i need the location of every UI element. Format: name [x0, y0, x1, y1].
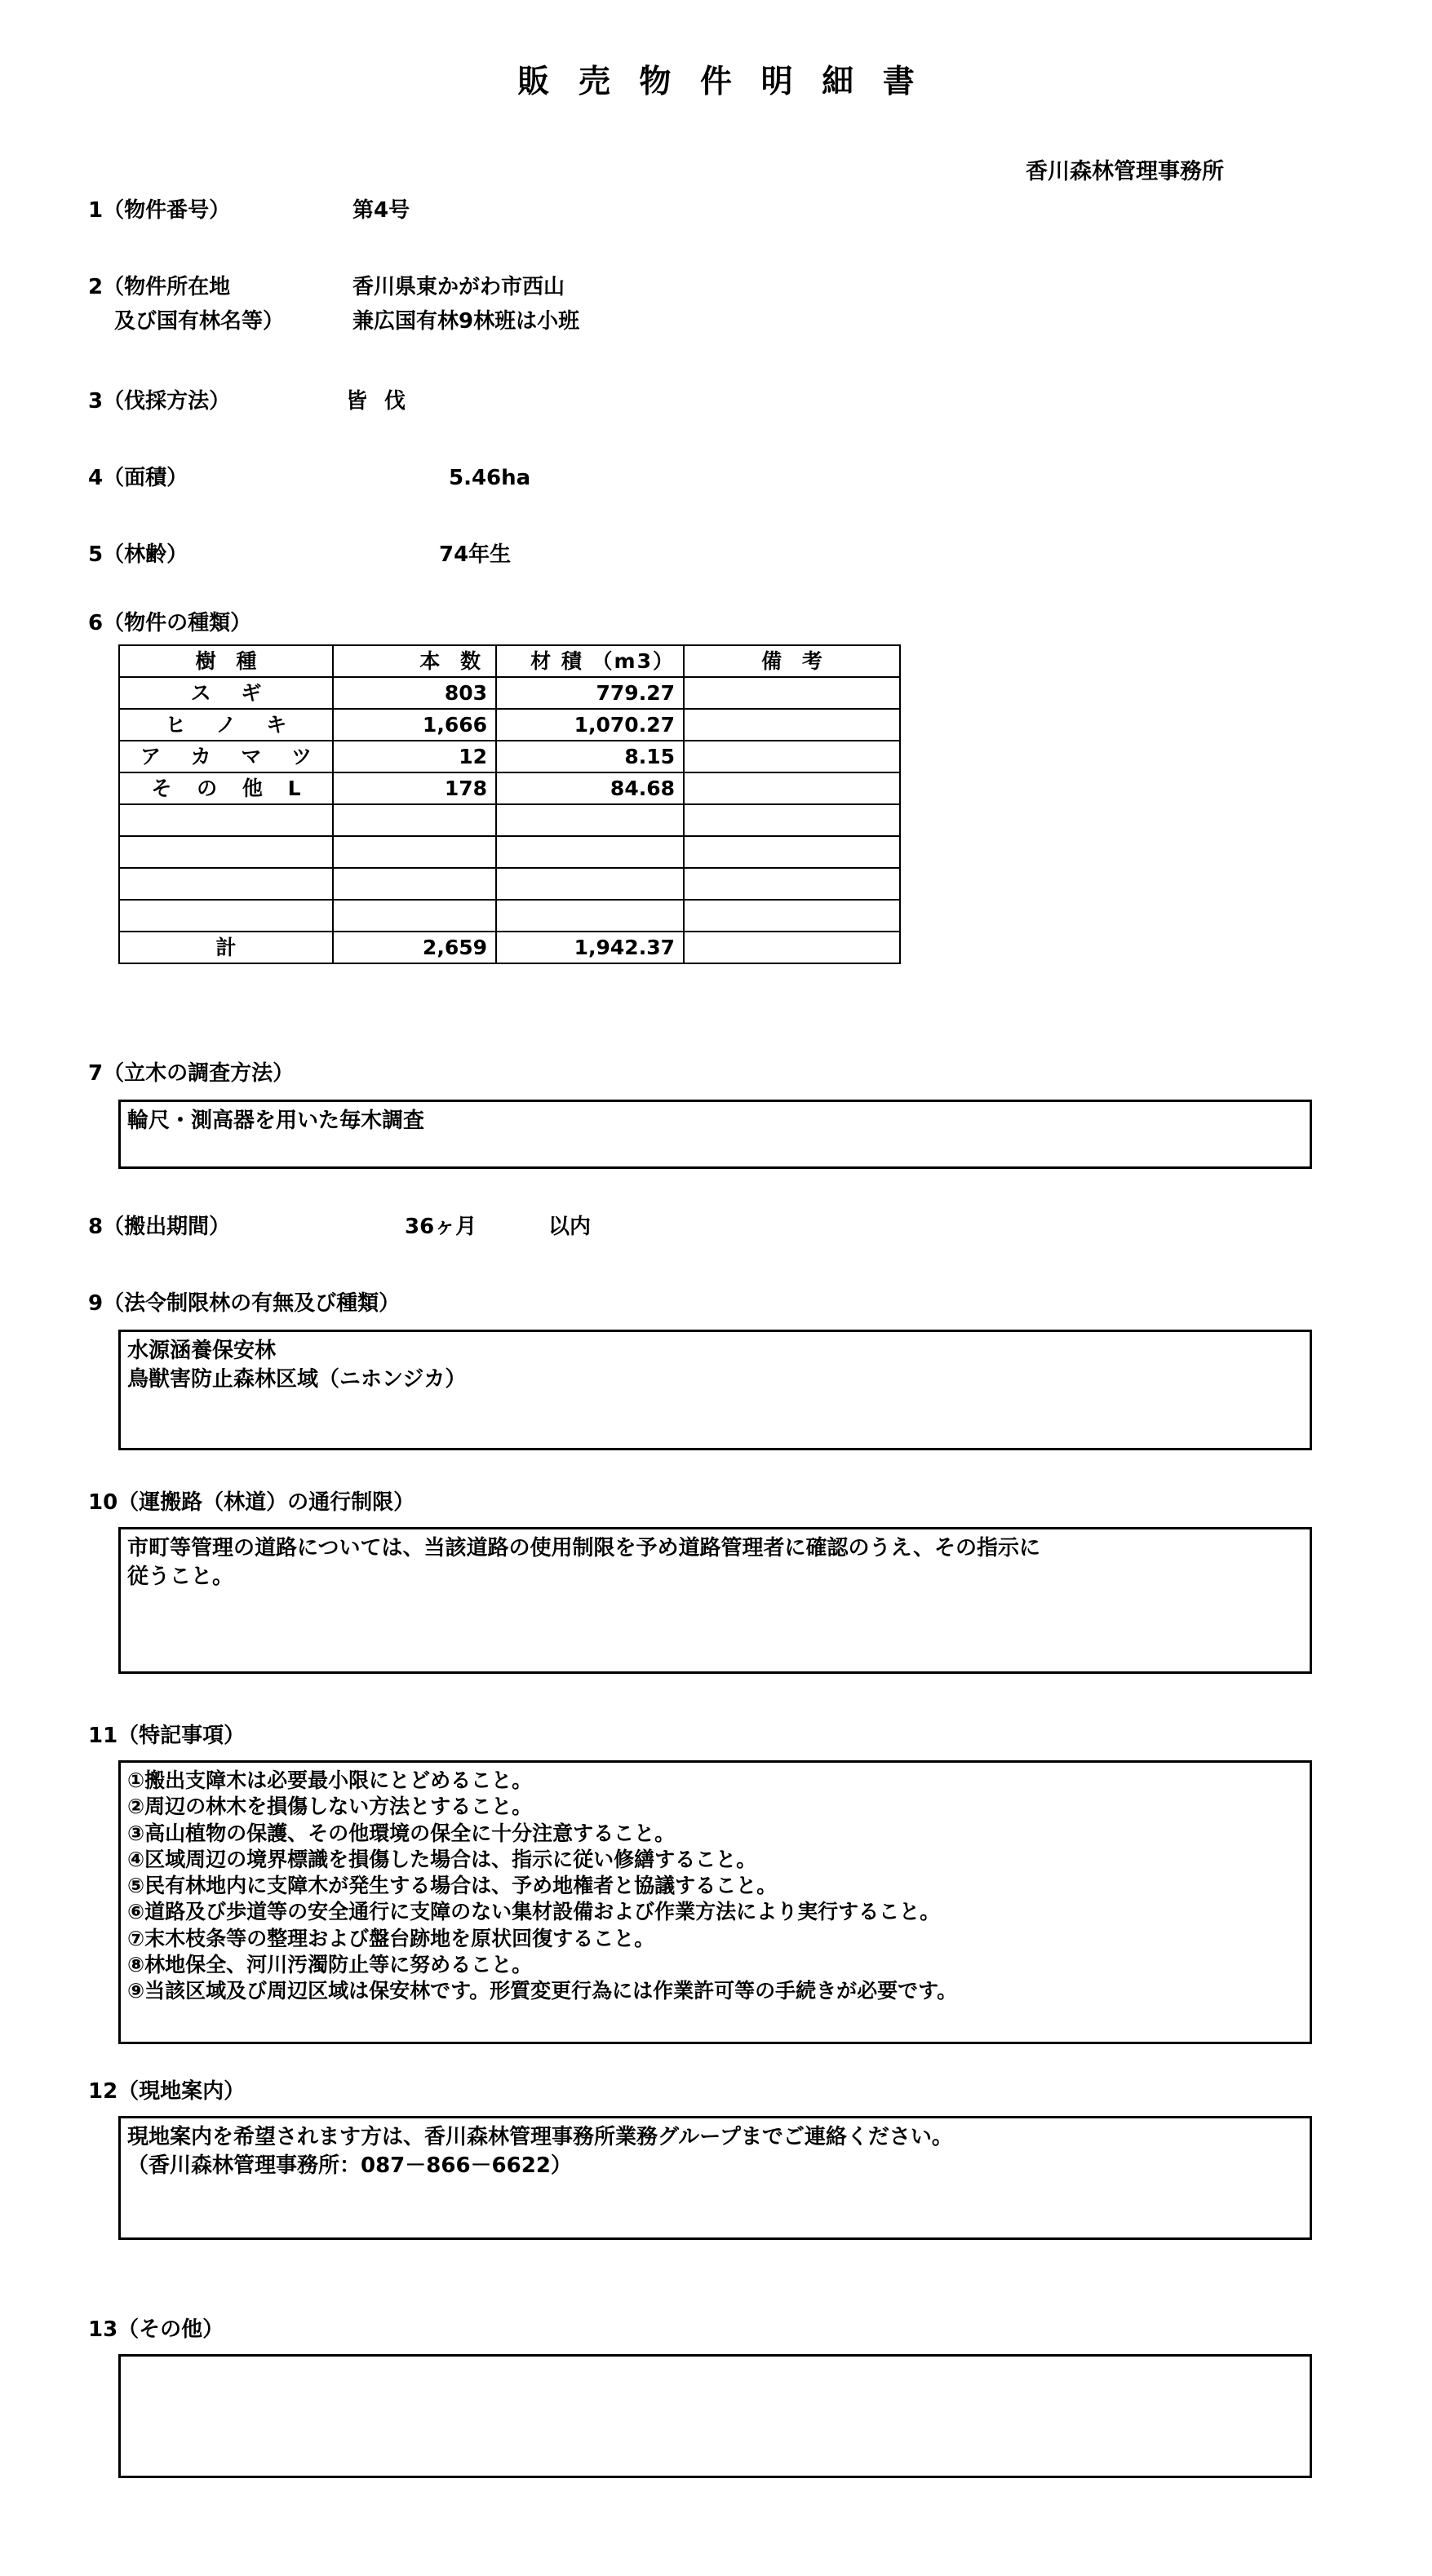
item-11-line-1: ①搬出支障木は必要最小限にとどめること。 — [127, 1768, 533, 1792]
table-row — [119, 741, 900, 772]
item-10-box[interactable] — [118, 1527, 1312, 1674]
item-12-line-2: （香川森林管理事務所：087－866－6622） — [127, 2153, 572, 2179]
cell-count — [333, 804, 496, 836]
table-body — [119, 677, 900, 963]
item-10-line-2: 従うこと。 — [127, 1565, 234, 1590]
item-12-line-1: 現地案内を希望されます方は、香川森林管理事務所業務グループまでご連絡ください。 — [127, 2125, 953, 2149]
cell-note — [684, 900, 900, 932]
item-11-label: 11（特記事項） — [88, 1724, 246, 1748]
cell-count — [333, 836, 496, 868]
cell-total-count: 2,659 — [333, 932, 496, 963]
cell-note — [684, 677, 900, 709]
item-11-line-8: ⑧林地保全、河川汚濁防止等に努めること。 — [127, 1952, 533, 1976]
item-11-box[interactable] — [118, 1760, 1312, 2044]
item-11-line-3: ③高山植物の保護、その他環境の保全に十分注意すること。 — [127, 1821, 676, 1845]
cell-note — [684, 772, 900, 804]
cell-count — [333, 868, 496, 900]
cell-count: 1,666 — [333, 709, 496, 741]
item-11-line-4: ④区域周辺の境界標識を損傷した場合は、指示に従い修繕すること。 — [127, 1847, 757, 1871]
column-header-species: 樹 種 — [119, 645, 333, 677]
item-5-label: 5（林齢） — [88, 542, 188, 567]
cell-total-volume: 1,942.37 — [496, 932, 684, 963]
item-11-line-6: ⑥道路及び歩道等の安全通行に支障のない集材設備および作業方法により実行すること。 — [127, 1900, 941, 1924]
table-row-empty — [119, 804, 900, 836]
item-7-box[interactable] — [118, 1100, 1312, 1169]
item-12-label: 12（現地案内） — [88, 2079, 246, 2104]
cell-volume — [496, 836, 684, 868]
cell-species: そ の 他 L — [119, 772, 333, 804]
item-9-box[interactable] — [118, 1330, 1312, 1450]
item-12-box[interactable] — [118, 2116, 1312, 2240]
item-8-value: 36ヶ月 — [405, 1215, 477, 1239]
cell-volume: 8.15 — [496, 741, 684, 772]
item-1-label: 1（物件番号） — [88, 198, 231, 223]
item-13-label: 13（その他） — [88, 2317, 224, 2342]
cell-species — [119, 868, 333, 900]
cell-volume: 1,070.27 — [496, 709, 684, 741]
column-header-note: 備 考 — [684, 645, 900, 677]
cell-volume — [496, 804, 684, 836]
item-10-label: 10（運搬路（林道）の通行制限） — [88, 1490, 415, 1515]
table-header-row — [119, 645, 900, 677]
cell-note — [684, 804, 900, 836]
item-4-label: 4（面積） — [88, 466, 188, 490]
cell-total-label: 計 — [119, 932, 333, 963]
cell-note — [684, 709, 900, 741]
cell-note — [684, 741, 900, 772]
page-title: 販 売 物 件 明 細 書 — [517, 64, 924, 100]
table-row-empty — [119, 900, 900, 932]
column-header-volume: 材 積 （m3） — [496, 645, 684, 677]
table-row — [119, 772, 900, 804]
item-9-label: 9（法令制限林の有無及び種類） — [88, 1291, 401, 1316]
table-row-empty — [119, 836, 900, 868]
cell-volume: 84.68 — [496, 772, 684, 804]
cell-species: ア カ マ ツ — [119, 741, 333, 772]
item-1-value: 第4号 — [352, 198, 410, 223]
item-8-label: 8（搬出期間） — [88, 1215, 231, 1239]
item-6-label: 6（物件の種類） — [88, 611, 252, 635]
column-header-count: 本 数 — [333, 645, 496, 677]
cell-volume: 779.27 — [496, 677, 684, 709]
item-2-label-line1: 2（物件所在地 — [88, 275, 231, 299]
item-2-label-line2: 及び国有林名等） — [114, 309, 285, 334]
cell-count: 178 — [333, 772, 496, 804]
cell-species — [119, 900, 333, 932]
cell-total-note — [684, 932, 900, 963]
table-header — [119, 645, 900, 677]
item-4-value: 5.46ha — [449, 466, 531, 490]
item-11-line-5: ⑤民有林地内に支障木が発生する場合は、予め地権者と協議すること。 — [127, 1874, 778, 1897]
cell-species: ス ギ — [119, 677, 333, 709]
cell-species — [119, 836, 333, 868]
cell-count: 803 — [333, 677, 496, 709]
item-9-line-2: 鳥獣害防止森林区域（ニホンジカ） — [127, 1367, 467, 1392]
item-7-label: 7（立木の調査方法） — [88, 1061, 295, 1086]
item-13-box[interactable] — [118, 2354, 1312, 2478]
table-row — [119, 709, 900, 741]
cell-note — [684, 868, 900, 900]
item-3-value: 皆 伐 — [346, 389, 411, 414]
cell-volume — [496, 868, 684, 900]
item-2-value-line1: 香川県東かがわ市西山 — [352, 275, 565, 299]
item-11-line-7: ⑦末木枝条等の整理および盤台跡地を原状回復すること。 — [127, 1926, 655, 1950]
cell-species: ヒ ノ キ — [119, 709, 333, 741]
table-row — [119, 677, 900, 709]
issuing-office: 香川森林管理事務所 — [1026, 159, 1224, 184]
cell-count — [333, 900, 496, 932]
cell-species — [119, 804, 333, 836]
item-2-value-line2: 兼広国有林9林班は小班 — [352, 309, 580, 334]
item-8-value-suffix: 以内 — [548, 1215, 592, 1239]
cell-note — [684, 836, 900, 868]
species-table — [118, 644, 901, 964]
table-row-empty — [119, 868, 900, 900]
item-3-label: 3（伐採方法） — [88, 389, 231, 414]
item-11-line-2: ②周辺の林木を損傷しない方法とすること。 — [127, 1795, 533, 1819]
table-total-row — [119, 932, 900, 963]
item-10-line-1: 市町等管理の道路については、当該道路の使用制限を予め道路管理者に確認のうえ、その指示に — [127, 1536, 1041, 1560]
cell-volume — [496, 900, 684, 932]
item-9-line-1: 水源涵養保安林 — [127, 1339, 277, 1363]
item-11-line-9: ⑨当該区域及び周辺区域は保安林です。形質変更行為には作業許可等の手続きが必要です。 — [127, 1979, 958, 2003]
cell-count: 12 — [333, 741, 496, 772]
item-5-value: 74年生 — [439, 542, 512, 567]
item-7-line-1: 輪尺・測高器を用いた毎木調査 — [127, 1109, 425, 1133]
